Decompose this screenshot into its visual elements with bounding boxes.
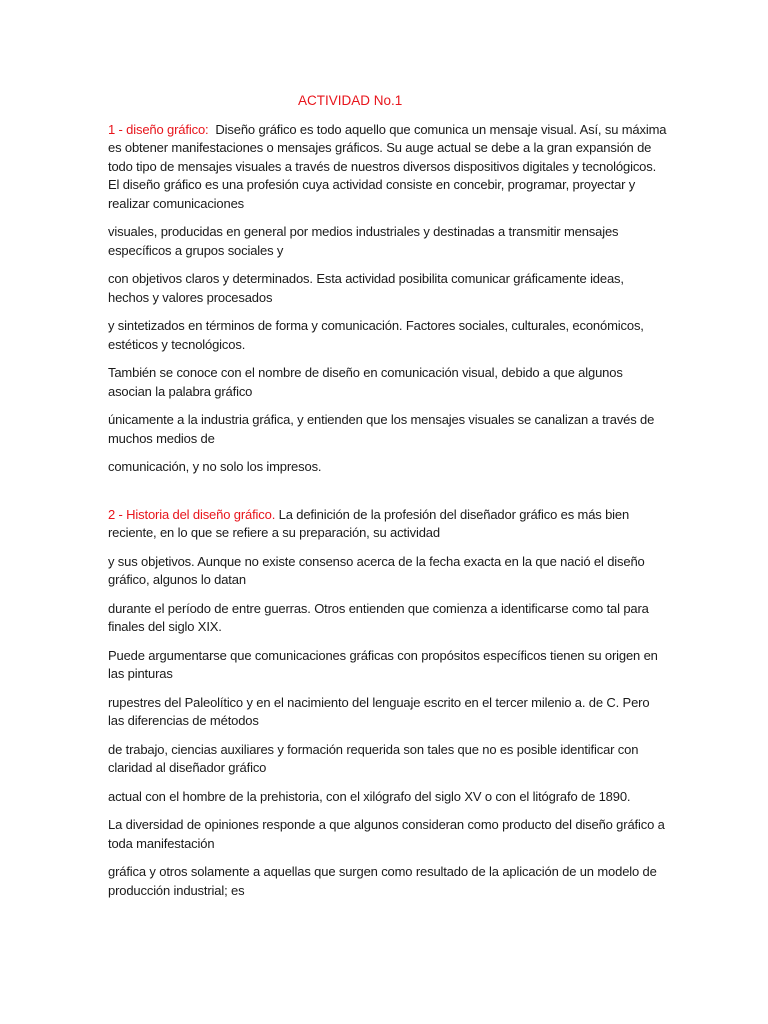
- section1-paragraph-5: y sintetizados en términos de forma y comunicación. Factores sociales, culturales, económicos, estéticos y tecnológicos.: [108, 318, 644, 352]
- section2-paragraph-6: de trabajo, ciencias auxiliares y formación requerida son tales que no es posible identificar con claridad al diseñador gráfico: [108, 741, 639, 776]
- section1-paragraph-3: visuales, producidas en general por medios industriales y destinadas a transmitir mensajes específicos a grupos sociales y: [108, 224, 619, 258]
- section1-paragraph-6: También se conoce con el nombre de diseño en comunicación visual, debido a que algunos asocian la palabra gráfico: [108, 365, 623, 399]
- section2-paragraph-8: La diversidad de opiniones responde a que algunos consideran como producto del diseño gráfico a toda manifestación: [108, 817, 665, 851]
- section2-paragraph-2: y sus objetivos. Aunque no existe consenso acerca de la fecha exacta en la que nació el diseño gráfico, algunos lo datan: [108, 553, 645, 588]
- document-title: ACTIVIDAD No.1: [298, 93, 403, 108]
- section2-paragraph-7: actual con el hombre de la prehistoria, con el xilógrafo del siglo XV o con el litógrafo de 1890.: [108, 788, 631, 804]
- section1-paragraph-7: únicamente a la industria gráfica, y entienden que los mensajes visuales se canalizan a través de muchos medios de: [108, 412, 655, 446]
- section2-heading: 2 - Historia del diseño gráfico.: [108, 506, 276, 522]
- section1-paragraph-2: El diseño gráfico es una profesión cuya actividad consiste en concebir, programar, proyectar y realizar comunicaciones: [108, 177, 636, 211]
- section1-intro-paragraph: [108, 121, 668, 176]
- document-body: [108, 121, 668, 910]
- section1-paragraph-1: Diseño gráfico es todo aquello que comunica un mensaje visual. Así, su máxima es obtener manifestaciones o mensajes gráficos. Su auge actual se debe a la gran expansión de todo tipo de mensajes visuales a través de nuestros diversos dispositivos digitales y tecnológicos.: [108, 122, 667, 174]
- section2-paragraph-9: gráfica y otros solamente a aquellas que surgen como resultado de la aplicación de un modelo de producción industrial; es: [108, 864, 657, 898]
- section2-paragraph-3: durante el período de entre guerras. Otros entienden que comienza a identificarse como tal para finales del siglo XIX.: [108, 600, 649, 635]
- section2-paragraph-4: Puede argumentarse que comunicaciones gráficas con propósitos específicos tienen su origen en las pinturas: [108, 647, 658, 682]
- section2-paragraph-1: La definición de la profesión del diseñador gráfico es más bien reciente, en lo que se refiere a su preparación, su actividad: [108, 506, 630, 541]
- section1-heading: 1 - diseño gráfico:: [108, 122, 209, 137]
- section1-paragraph-8: comunicación, y no solo los impresos.: [108, 459, 322, 475]
- section1-paragraph-4: con objetivos claros y determinados. Esta actividad posibilita comunicar gráficamente ideas, hechos y valores procesados: [108, 271, 624, 305]
- section2-paragraph-5: rupestres del Paleolítico y en el nacimiento del lenguaje escrito en el tercer milenio a. de C. Pero las diferencias de métodos: [108, 694, 650, 729]
- section2-intro-paragraph: [108, 506, 668, 543]
